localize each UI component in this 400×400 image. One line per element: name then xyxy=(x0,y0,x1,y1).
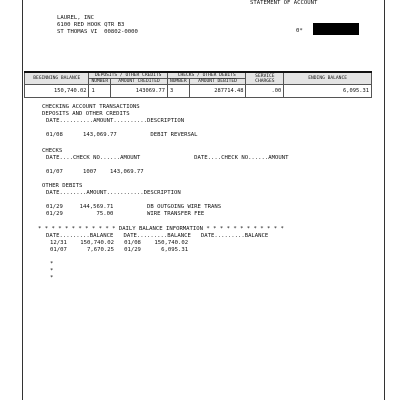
deposits-heading: DEPOSITS AND OTHER CREDITS xyxy=(42,111,130,117)
statement-page xyxy=(22,0,385,400)
sub-deposits-number: NUMBER xyxy=(89,79,111,85)
check-row: 01/07 1007 143,069.77 xyxy=(46,169,144,175)
deposits-columns: DATE..........AMOUNT..........DESCRIPTION xyxy=(46,118,185,124)
address-line-company: LAUREL, INC xyxy=(57,15,95,21)
service-charges-value: .00 xyxy=(246,85,284,98)
address-line-street: 6100 RED HOOK QTR B3 xyxy=(57,22,125,28)
col-beginning-balance: BEGINNING BALANCE xyxy=(25,72,89,85)
redacted-account-number xyxy=(313,23,359,35)
daily-balance-row: 01/07 7,670.25 01/29 6,095.31 xyxy=(50,247,189,253)
col-checks: CHECKS / OTHER DEBITS xyxy=(167,72,246,79)
account-number-prefix: 0* xyxy=(296,28,303,34)
checks-columns: DATE....CHECK NO......AMOUNT DATE....CHECK NO......AMOUNT xyxy=(46,155,289,161)
ending-balance-value: 6,095.31 xyxy=(284,85,372,98)
other-debits-heading: OTHER DEBITS xyxy=(42,183,83,189)
sub-amount-debited: AMOUNT DEBITED xyxy=(189,79,246,85)
transactions-title: CHECKING ACCOUNT TRANSACTIONS xyxy=(42,104,140,110)
mailing-address xyxy=(57,15,138,36)
checks-heading: CHECKS xyxy=(42,148,63,154)
trailing-asterisk: * xyxy=(50,275,54,281)
trailing-asterisk: * xyxy=(50,268,54,274)
other-debits-columns: DATE........AMOUNT...........DESCRIPTION xyxy=(46,190,181,196)
other-debit-row: 01/29 75.00 WIRE TRANSFER FEE xyxy=(46,211,205,217)
col-deposits: DEPOSITS / OTHER CREDITS xyxy=(89,72,168,79)
other-debit-row: 01/29 144,569.71 DB OUTGOING WIRE TRANS xyxy=(46,204,222,210)
deposits-amount-value: 143069.77 xyxy=(111,85,168,98)
deposits-number-value: 1 xyxy=(89,85,111,98)
deposit-row: 01/08 143,069.77 DEBIT REVERSAL xyxy=(46,132,198,138)
sub-amount-credited: AMOUNT CREDITED xyxy=(111,79,168,85)
address-line-city: ST THOMAS VI 00802-0000 xyxy=(57,29,138,35)
account-summary-table xyxy=(24,71,372,98)
statement-title: STATEMENT OF ACCOUNT xyxy=(250,0,318,6)
col-ending-balance: ENDING BALANCE xyxy=(284,72,372,85)
daily-balance-columns: DATE.........BALANCE DATE.........BALANCE DATE.........BALANCE xyxy=(46,233,269,239)
sub-checks-number: NUMBER xyxy=(167,79,189,85)
daily-balance-banner: * * * * * * * * * * * * DAILY BALANCE INFORMATION * * * * * * * * * * * * xyxy=(38,226,284,232)
col-service-charges: SERVICE CHARGES xyxy=(246,72,284,85)
trailing-asterisk: * xyxy=(50,261,54,267)
checks-number-value: 3 xyxy=(167,85,189,98)
checks-amount-value: 287714.48 xyxy=(189,85,246,98)
daily-balance-row: 12/31 150,740.02 01/08 150,740.02 xyxy=(50,240,189,246)
beginning-balance-value: 150,740.02 xyxy=(25,85,89,98)
